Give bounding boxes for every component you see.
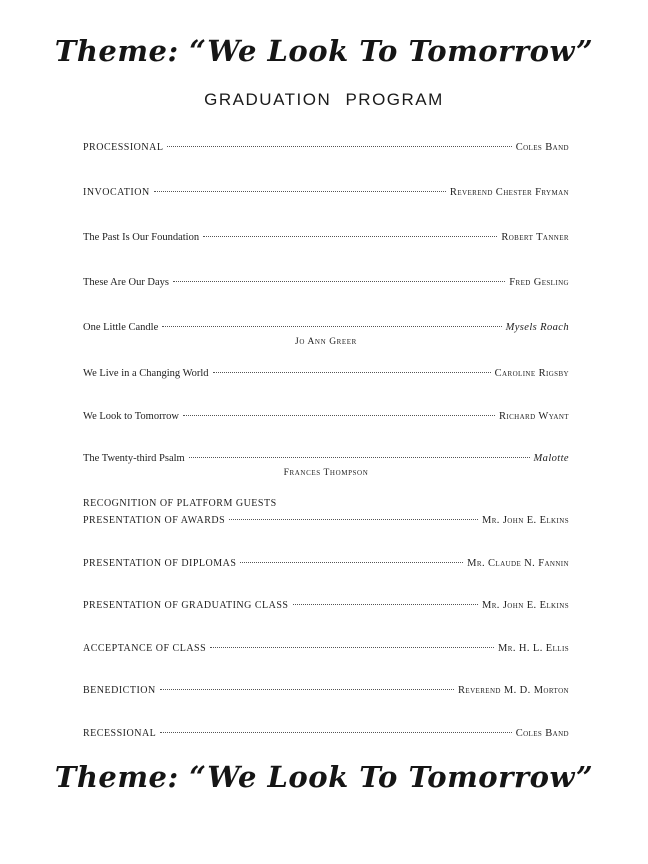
item-performer: Mr. John E. Elkins (481, 515, 569, 526)
program-item-our-days (83, 276, 569, 290)
item-performer: Fred Gesling (509, 277, 569, 288)
program-item-recessional (83, 727, 569, 741)
theme-heading-top: Theme: “We Look To Tomorrow” (54, 34, 594, 68)
item-performer: Reverend Chester Fryman (449, 187, 569, 198)
program-item-changing-world (83, 367, 569, 381)
item-performer: Mr. H. L. Ellis (498, 643, 569, 654)
item-performer: Coles Band (515, 142, 569, 153)
dot-leader (167, 146, 511, 147)
item-label: PROCESSIONAL (83, 142, 164, 153)
dot-leader (160, 732, 511, 733)
program-title: GRADUATION PROGRAM (204, 90, 444, 109)
program-item-graduating-class (83, 599, 569, 613)
item-label: PRESENTATION OF DIPLOMAS (83, 558, 237, 569)
item-label: The Past Is Our Foundation (83, 232, 200, 243)
dot-leader (183, 415, 495, 416)
item-label: The Twenty-third Psalm (83, 453, 185, 464)
program-item-benediction (83, 684, 569, 698)
item-label: PRESENTATION OF AWARDS (83, 515, 226, 526)
item-performer: Coles Band (515, 728, 569, 739)
program-item-invocation (83, 186, 569, 200)
program-item-look-tomorrow (83, 410, 569, 424)
item-label: These Are Our Days (83, 277, 170, 288)
dot-leader (203, 236, 497, 237)
program-item-twenty-third-psalm (83, 452, 569, 466)
item-soloist: Frances Thompson (283, 468, 369, 478)
item-label: BENEDICTION (83, 685, 156, 696)
theme-heading-bottom: Theme: “We Look To Tomorrow” (54, 760, 594, 794)
dot-leader (162, 326, 501, 327)
program-item-acceptance (83, 642, 569, 656)
item-label: One Little Candle (83, 322, 159, 333)
item-label: INVOCATION (83, 187, 150, 198)
dot-leader (240, 562, 463, 563)
item-composer: Malotte (533, 453, 569, 464)
item-label: We Look to Tomorrow (83, 411, 179, 422)
item-performer: Mr. Claude N. Fannin (467, 558, 569, 569)
item-performer: Robert Tanner (501, 232, 569, 243)
program-item-platform-guests: RECOGNITION OF PLATFORM GUESTS (83, 498, 277, 509)
item-label: PRESENTATION OF GRADUATING CLASS (83, 600, 289, 611)
item-label: RECESSIONAL (83, 728, 157, 739)
item-performer: Mr. John E. Elkins (481, 600, 569, 611)
dot-leader (160, 689, 454, 690)
dot-leader (210, 647, 494, 648)
dot-leader (173, 281, 505, 282)
dot-leader (154, 191, 446, 192)
program-item-awards (83, 514, 569, 528)
item-label: We Live in a Changing World (83, 368, 209, 379)
dot-leader (189, 457, 530, 458)
item-composer: Mysels Roach (505, 322, 569, 333)
item-performer: Reverend M. D. Morton (457, 685, 569, 696)
item-performer: Caroline Rigsby (494, 368, 569, 379)
program-item-processional (83, 141, 569, 155)
dot-leader (293, 604, 478, 605)
dot-leader (213, 372, 491, 373)
item-label: ACCEPTANCE OF CLASS (83, 643, 207, 654)
dot-leader (229, 519, 478, 520)
item-performer: Richard Wyant (498, 411, 569, 422)
program-item-diplomas (83, 557, 569, 571)
item-soloist: Jo Ann Greer (295, 337, 357, 347)
program-item-past-foundation (83, 231, 569, 245)
program-item-little-candle (83, 321, 569, 335)
